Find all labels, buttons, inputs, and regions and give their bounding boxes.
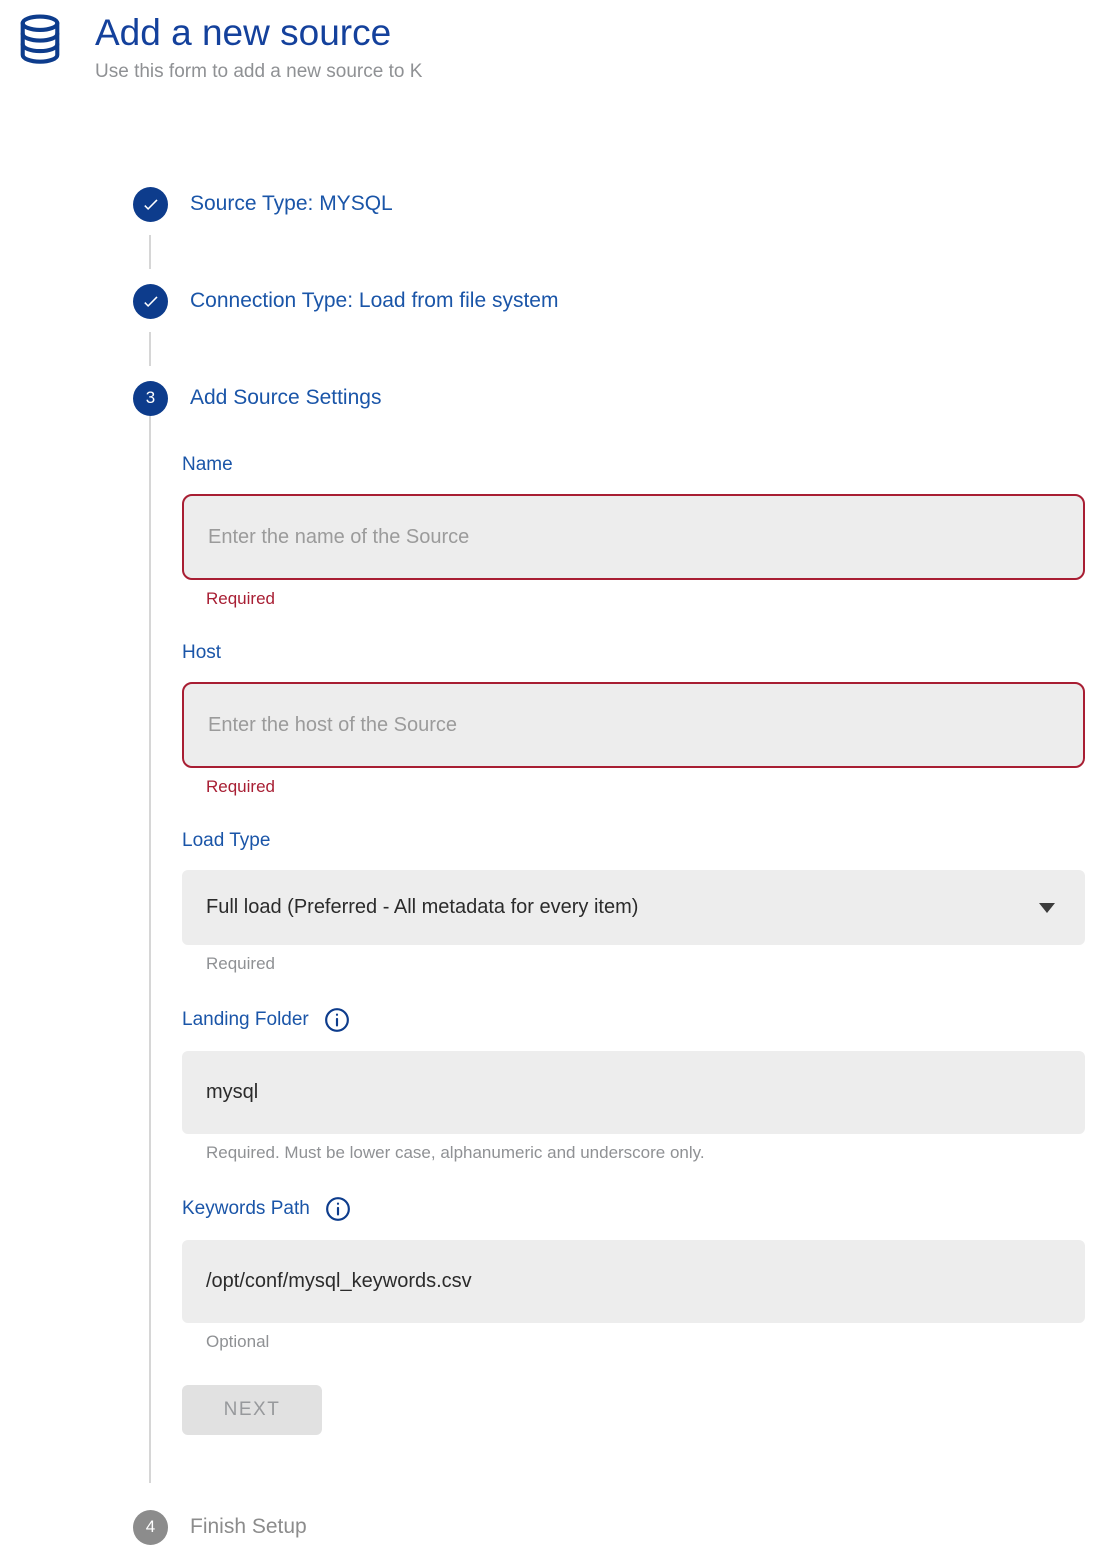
- keywords-path-input[interactable]: [182, 1240, 1085, 1323]
- load-type-select[interactable]: [182, 870, 1085, 945]
- step-connection-type[interactable]: [133, 283, 1119, 319]
- step-connector-line: [149, 332, 151, 366]
- page-header: [0, 0, 1119, 83]
- next-button[interactable]: NEXT: [182, 1385, 322, 1435]
- step-connector: [149, 319, 1119, 380]
- step-number-badge: 4: [133, 1510, 168, 1545]
- add-source-settings-form: [149, 416, 1085, 1483]
- field-landing-folder: [182, 1007, 1085, 1163]
- load-type-field-label: Load Type: [182, 830, 271, 852]
- step-connector: [149, 222, 1119, 283]
- name-field-label: Name: [182, 454, 233, 476]
- step-source-type[interactable]: [133, 186, 1119, 222]
- check-icon: [133, 187, 168, 222]
- load-type-selected-value: Full load (Preferred - All metadata for every item): [206, 896, 639, 919]
- field-load-type: [182, 830, 1085, 974]
- page-subtitle: Use this form to add a new source to K: [95, 61, 423, 83]
- field-name: [182, 454, 1085, 609]
- database-icon: [14, 12, 66, 66]
- info-icon[interactable]: [324, 1007, 350, 1033]
- page-title: Add a new source: [95, 12, 392, 53]
- step-label-connection-type: Connection Type: Load from file system: [190, 289, 559, 313]
- name-helper-text: Required: [206, 589, 275, 609]
- load-type-helper-text: Required: [206, 954, 275, 974]
- step-label-add-source-settings: Add Source Settings: [190, 386, 382, 410]
- step-label-source-type: Source Type: MYSQL: [190, 192, 393, 216]
- step-add-source-settings[interactable]: [133, 380, 1119, 416]
- field-host: [182, 642, 1085, 797]
- info-icon[interactable]: [325, 1196, 351, 1222]
- step-connector-line: [149, 235, 151, 269]
- host-helper-text: Required: [206, 777, 275, 797]
- step-finish-setup[interactable]: [133, 1509, 1119, 1545]
- host-input[interactable]: [182, 682, 1085, 768]
- host-field-label: Host: [182, 642, 222, 664]
- landing-folder-input[interactable]: [182, 1051, 1085, 1134]
- step-label-finish-setup: Finish Setup: [190, 1515, 307, 1539]
- stepper: [0, 83, 1119, 1545]
- name-input[interactable]: [182, 494, 1085, 580]
- landing-folder-field-label: Landing Folder: [182, 1009, 309, 1031]
- field-keywords-path: [182, 1196, 1085, 1352]
- chevron-down-icon: [1039, 903, 1055, 913]
- keywords-path-helper-text: Optional: [206, 1332, 270, 1352]
- landing-folder-helper-text: Required. Must be lower case, alphanumeric and underscore only.: [206, 1143, 705, 1163]
- keywords-path-field-label: Keywords Path: [182, 1198, 310, 1220]
- step-number-badge: 3: [133, 381, 168, 416]
- check-icon: [133, 284, 168, 319]
